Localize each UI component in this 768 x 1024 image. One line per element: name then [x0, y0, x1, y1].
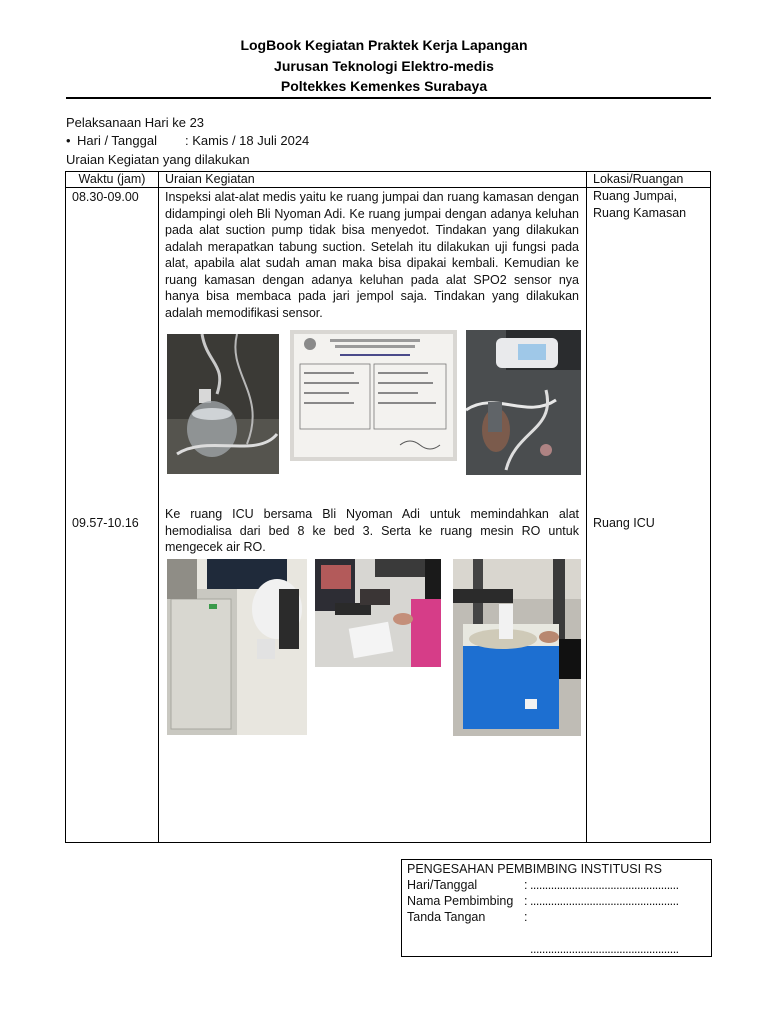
- institution-title: Poltekkes Kemenkes Surabaya: [280, 78, 488, 94]
- hemodialysis-photo: [167, 559, 307, 735]
- approval-date-label: Hari/Tanggal: [407, 878, 478, 892]
- approval-supervisor-field[interactable]: : ..................................................: [524, 894, 679, 908]
- approval-date-field[interactable]: : ..................................................: [524, 878, 679, 892]
- entry-2-location-line1: Ruang ICU: [593, 516, 655, 530]
- table-header-row: [66, 172, 711, 188]
- suction-pump-photo: [167, 334, 279, 474]
- location-cell: [587, 188, 711, 843]
- approval-title: PENGESAHAN PEMBIMBING INSTITUSI RS: [407, 862, 662, 876]
- date-label: Hari / Tanggal: [77, 133, 157, 148]
- date-value: : Kamis / 18 Juli 2024: [185, 133, 310, 148]
- activities-heading: Uraian Kegiatan yang dilakukan: [66, 152, 250, 167]
- entry-2-description: Ke ruang ICU bersama Bli Nyoman Adi untuk memindahkan alat hemodialisa dari bed 8 ke bed 3. Serta ke ruang mesin RO untuk mengecek air RO.: [165, 507, 579, 554]
- ro-water-photo: [453, 559, 581, 736]
- approval-supervisor-label: Nama Pembimbing: [407, 894, 514, 908]
- bullet-icon: •: [66, 133, 71, 148]
- activity-cell: [159, 188, 587, 843]
- ro-computer-photo: [315, 559, 441, 667]
- header-location: Lokasi/Ruangan: [587, 172, 711, 188]
- header-activity: Uraian Kegiatan: [159, 172, 587, 188]
- spo2-sensor-photo: [466, 330, 581, 475]
- approval-signature-line[interactable]: ..................................................: [530, 942, 679, 956]
- table-row: [66, 188, 711, 843]
- time-cell: [66, 188, 159, 843]
- entry-1-location-line1: Ruang Jumpai,: [593, 189, 678, 203]
- activity-table: [65, 171, 711, 843]
- header-time: Waktu (jam): [66, 172, 159, 188]
- logbook-title: LogBook Kegiatan Praktek Kerja Lapangan: [240, 37, 528, 53]
- entry-1-description: Inspeksi alat-alat medis yaitu ke ruang jumpai dan ruang kamasan dengan didampingi oleh Bli Nyoman Adi. Ke ruang jumpai dengan adanya keluhan pada alat suction pump tidak bisa menyedot. Tindakan yang dilakukan adalah merapatkan tabung suction. Setelah itu dilakukan uji fungsi pada alat, apabila alat sudah aman maka bisa dipakai kembali. Kemudian ke ruang kamasan dengan adanya keluhan pada alat SPO2 sensor nya hanya bisa membaca pada jari jempol saja. Tindakan yang dilakukan adalah memodifikasi sensor.: [165, 190, 579, 320]
- approval-box: [401, 859, 712, 957]
- inspection-report-photo: [290, 330, 457, 461]
- department-title: Jurusan Teknologi Elektro-medis: [274, 58, 494, 74]
- approval-signature-label: Tanda Tangan: [407, 910, 486, 924]
- header-divider: [66, 97, 711, 99]
- entry-1-location-line2: Ruang Kamasan: [593, 206, 687, 220]
- entry-1-time: 08.30-09.00: [72, 190, 139, 204]
- entry-2-time: 09.57-10.16: [72, 516, 139, 530]
- approval-signature-colon: :: [524, 910, 528, 924]
- day-title: Pelaksanaan Hari ke 23: [66, 115, 205, 130]
